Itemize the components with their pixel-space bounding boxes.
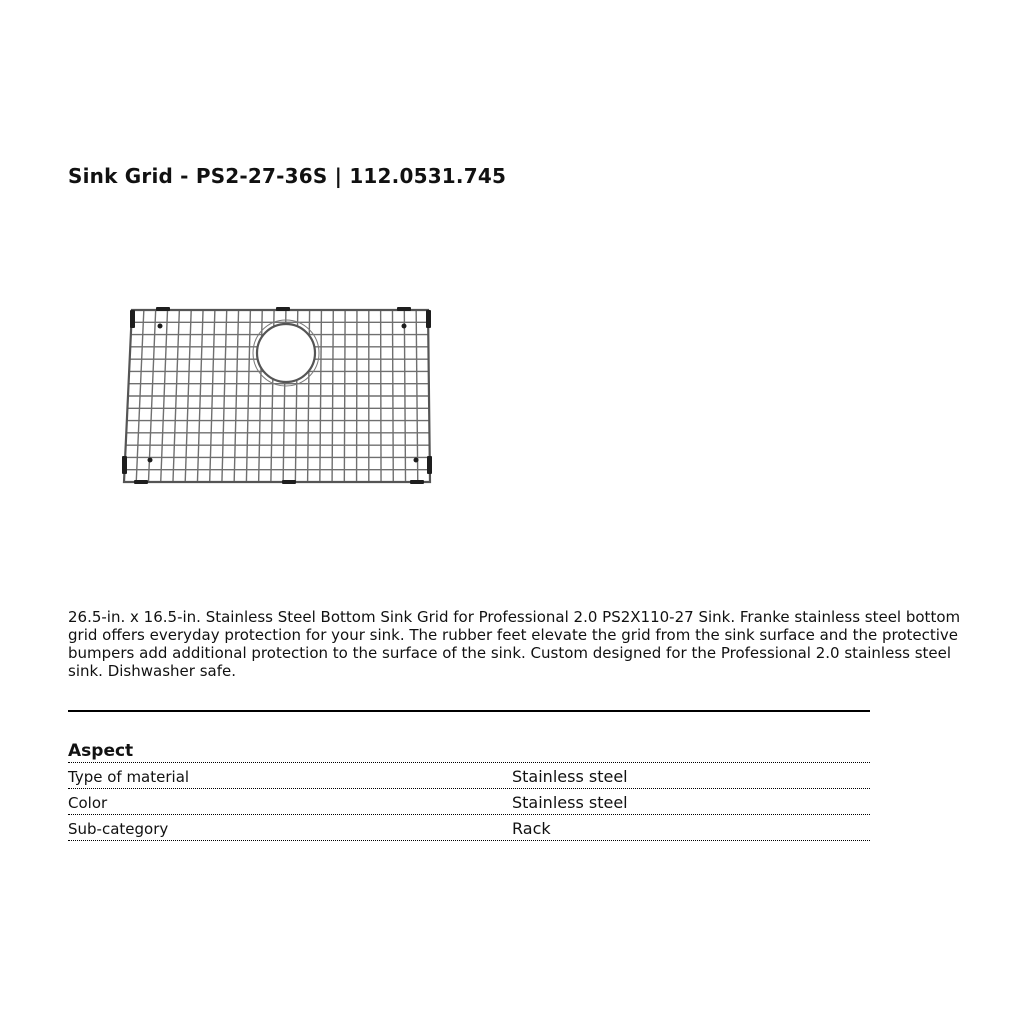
bottom-bumper-left [134,480,148,484]
spec-value: Stainless steel [512,793,628,812]
foot-bottom-left [148,458,153,463]
spec-label: Sub-category [68,820,169,838]
spec-label: Type of material [68,768,190,786]
foot-bottom-right [414,458,419,463]
spec-row-color [68,789,870,815]
sink-grid-image [114,300,444,492]
corner-bumper-top-right [426,310,431,328]
section-divider [68,710,870,712]
product-description: 26.5-in. x 16.5-in. Stainless Steel Bottom Sink Grid for Professional 2.0 PS2X110-27 Sink. Franke stainless steel bottom grid offers everyday protection for your sink. The rubber feet elevate the grid from the sink surface and the protective bumpers add additional protection to the surface of the sink. Custom designed for the Professional 2.0 stainless steel sink. Dishwasher safe. [68,608,961,680]
foot-top-left [158,324,163,329]
foot-top-right [402,324,407,329]
corner-bumper-top-left [130,310,135,328]
top-bumper-left [156,307,170,311]
corner-bumper-bottom-left [122,456,127,474]
specs-heading: Aspect [68,740,870,763]
spec-row-material [68,763,870,789]
corner-bumper-bottom-right [427,456,432,474]
product-title: Sink Grid - PS2-27-36S | 112.0531.745 [68,164,507,188]
spec-row-subcategory [68,815,870,841]
spec-label: Color [68,794,108,812]
drain-opening-ring [257,324,315,382]
top-bumper-right [397,307,411,311]
bottom-bumper-middle [282,480,296,484]
bottom-bumper-right [410,480,424,484]
spec-value: Rack [512,819,551,838]
top-bumper-middle [276,307,290,311]
specs-table [68,740,870,841]
spec-value: Stainless steel [512,767,628,786]
